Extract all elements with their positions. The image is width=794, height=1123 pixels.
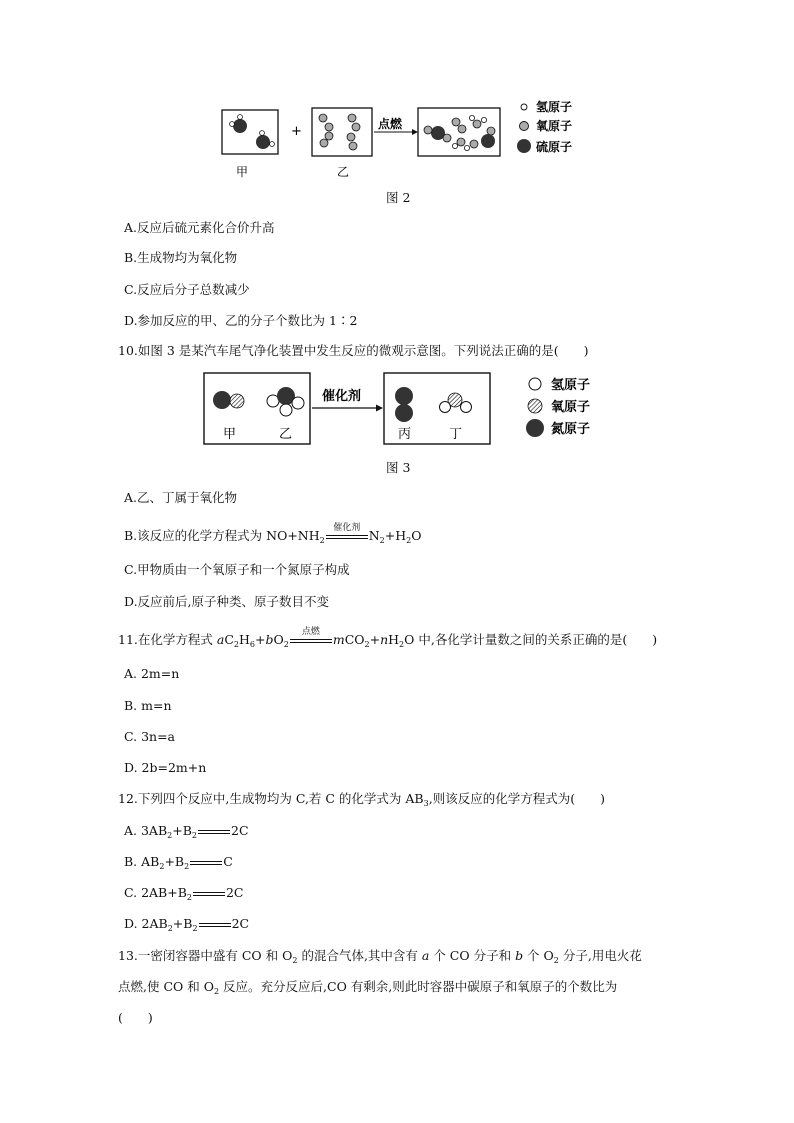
h-atom [292,397,304,409]
q11-option-b: B. m=n [124,698,172,713]
q9-option-d: D.参加反应的甲、乙的分子个数比为 1∶2 [124,313,358,328]
legend-h-icon [521,104,527,110]
s-atom [481,134,495,148]
figure-2 [0,0,794,220]
figure-3-caption: 图 3 [386,460,411,475]
q13-stem-line2: 点燃,使 CO 和 $O_2$ 反应。充分反应后,CO 有剩余,则此时容器中碳原子和氧原子的个数比为 [118,979,618,996]
s-atom [233,119,247,133]
o-atom [230,394,244,408]
legend-h-icon [529,378,541,390]
o-atom [457,138,465,146]
legend-h-label: 氢原子 [536,100,573,114]
q9-option-c: C.反应后分子总数减少 [124,282,250,297]
q12-option-a: A. $3AB_2+B_2$ 2C [124,823,249,840]
n-atom [395,404,413,422]
o-atom [349,142,357,150]
o-atom [424,126,432,134]
q11-option-d: D. 2b=2m+n [124,760,207,775]
o-atom [452,118,460,126]
legend-o-icon [520,122,529,131]
q12-option-b: B. $AB_2+B_2$ C [124,854,233,871]
o-atom [487,127,495,135]
arrow-head [412,129,418,135]
q12-option-d: D. $2AB_2+B_2$ 2C [124,916,250,933]
reaction-condition: 点燃 [378,117,403,131]
q11-option-c: C. 3n=a [124,729,175,744]
label-jia: 甲 [223,427,237,442]
q10-option-a: A.乙、丁属于氧化物 [124,490,238,505]
q10-option-d: D.反应前后,原子种类、原子数目不变 [124,594,330,609]
h-atom [270,142,275,147]
arrow-head [376,405,383,412]
legend-n-icon [526,419,544,437]
label-bing: 丙 [398,427,412,442]
q13-stem-line1: 13.一密闭容器中盛有 CO 和 $O_2$ 的混合气体,其中含有 a 个 CO 分子和 b 个 $O_2$ 分子,用电火花 [118,948,642,965]
q11-stem: 11.在化学方程式 $aC_2H_6+bO_2$ 点燃 $mCO_2+nH_2O$ 中,各化学计量数之间的关系正确的是( ) [118,626,658,649]
q10-option-b: B.该反应的化学方程式为 $NO+NH_2$ 催化剂 $N_2+H_2O$ [124,522,422,545]
legend-o-icon [528,399,542,413]
h-atom [260,131,265,136]
h-atom [481,117,486,122]
o-atom [320,139,328,147]
s-atom [256,135,270,149]
q12-stem: 12.下列四个反应中,生成物均为 C,若 C 的化学式为 $AB_3$,则该反应的化学方程式为( ) [118,791,605,808]
o-atom [470,140,478,148]
legend-n-label: 氮原子 [551,422,591,437]
q9-option-a: A.反应后硫元素化合价升高 [124,220,275,235]
legend-o-label: 氧原子 [551,400,591,415]
q10-stem: 10.如图 3 是某汽车尾气净化装置中发生反应的微观示意图。下列说法正确的是( ) [118,343,589,358]
h-atom [452,143,457,148]
label-jia: 甲 [236,165,249,179]
figure-3 [0,360,794,460]
o-atom [458,125,466,133]
n-atom [213,391,231,409]
label-yi: 乙 [337,165,350,179]
h-atom [440,402,451,413]
o-atom [473,120,481,128]
o-atom [348,114,356,122]
label-ding: 丁 [449,427,463,442]
h-atom [469,115,474,120]
q11-option-a: A. 2m=n [124,666,180,681]
h-atom [230,122,235,127]
q10-option-c: C.甲物质由一个氧原子和一个氮原子构成 [124,562,350,577]
h-atom [238,115,243,120]
q12-option-c: C. $2AB+B_2$ 2C [124,885,244,902]
reaction-condition: 催化剂 [322,389,362,404]
legend-s-label: 硫原子 [536,140,573,154]
o-atom [325,132,333,140]
q13-answer-blank: ( ) [118,1010,153,1025]
h-atom [464,145,469,150]
label-yi: 乙 [279,427,293,442]
legend-s-icon [517,139,531,153]
q9-option-b: B.生成物均为氧化物 [124,250,238,265]
plus-sign: + [291,124,302,139]
o-atom [347,133,355,141]
o-atom [352,123,360,131]
box-jia [222,110,278,154]
o-atom [319,114,327,122]
o-atom [443,134,451,142]
n-atom [395,387,413,405]
legend-h-label: 氢原子 [551,378,591,393]
o-atom [325,123,333,131]
figure-2-caption: 图 2 [386,190,411,205]
legend-o-label: 氧原子 [536,119,573,133]
h-atom [280,404,292,416]
h-atom [461,402,472,413]
